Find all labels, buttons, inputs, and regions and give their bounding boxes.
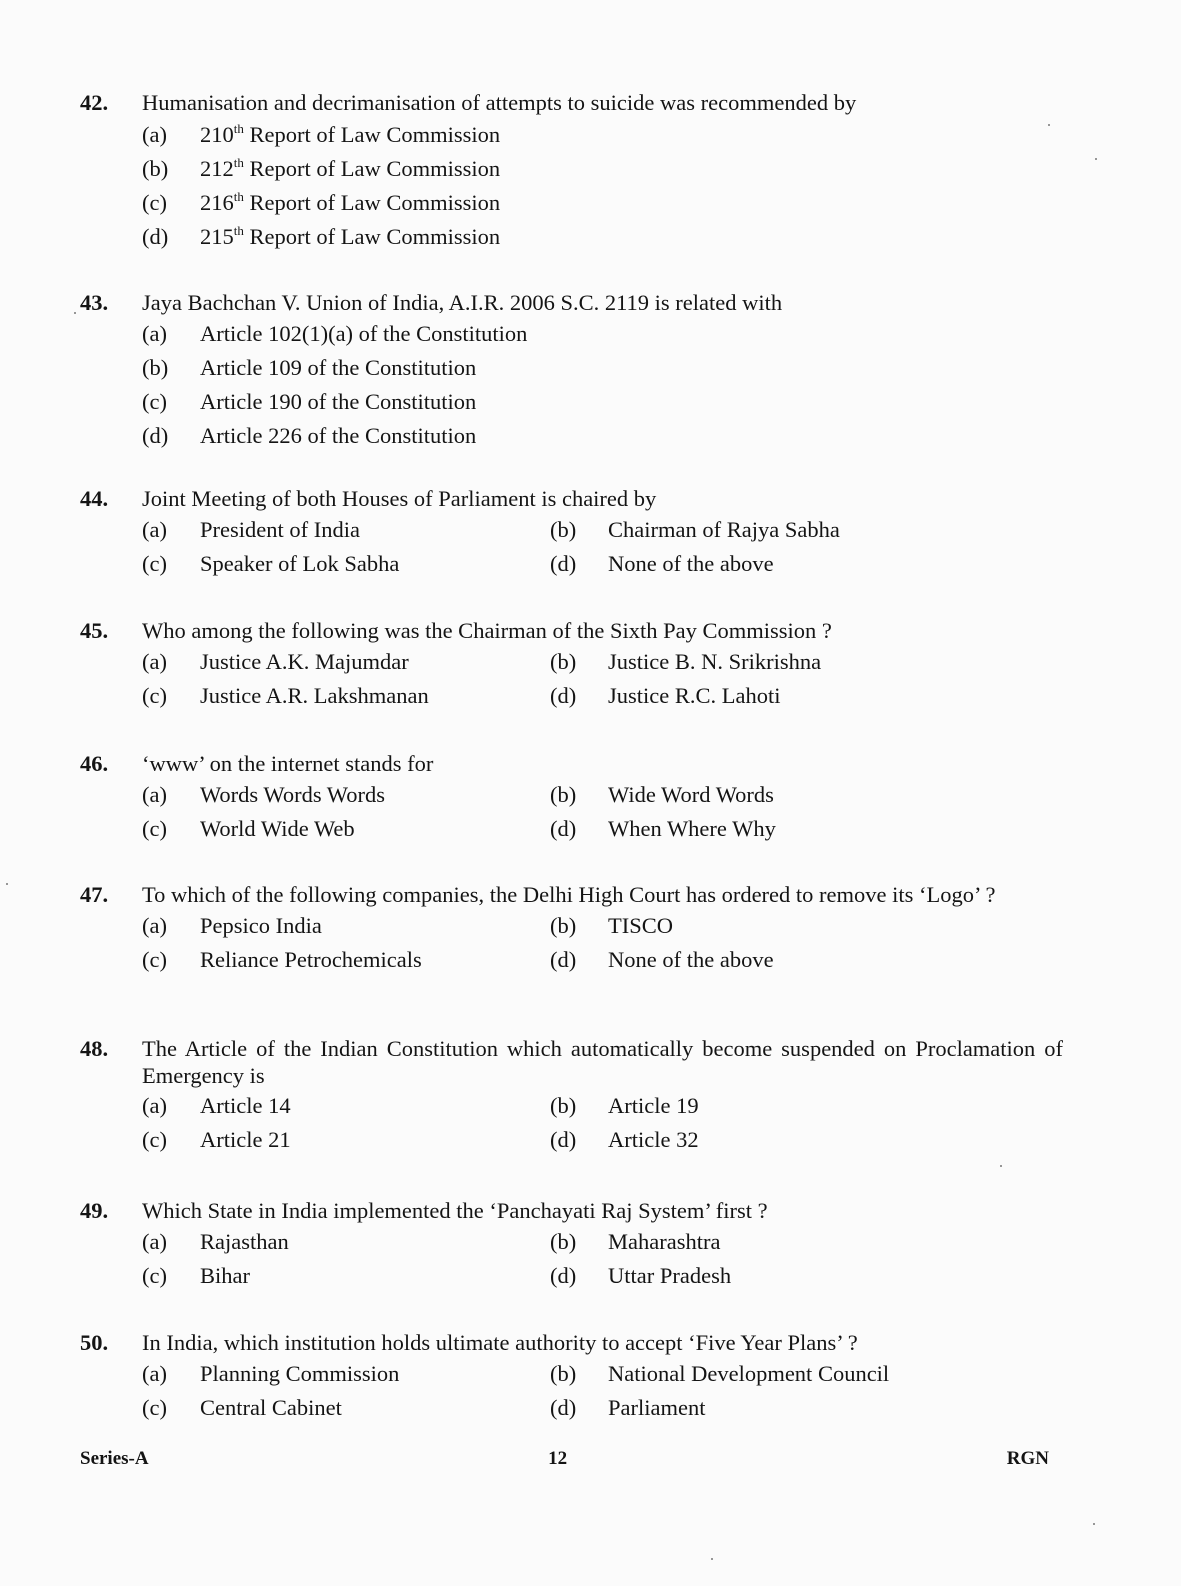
option-text: National Development Council — [608, 1361, 890, 1386]
option-text: Wide Word Words — [608, 782, 774, 807]
scan-speck — [1000, 1165, 1002, 1167]
option-d: (d) Article 32 — [550, 1123, 1063, 1157]
question-number: 46. — [80, 751, 109, 776]
question-text: Joint Meeting of both Houses of Parliament is chaired by — [142, 486, 657, 511]
option-d: (d) Article 226 of the Constitution — [142, 419, 1063, 453]
question-42 — [80, 88, 1063, 254]
option-text: Justice B. N. Srikrishna — [608, 649, 822, 674]
question-44 — [80, 484, 1063, 581]
question-number: 44. — [80, 486, 109, 511]
option-d: (d) None of the above — [550, 547, 1063, 581]
question-text: Humanisation and decrimanisation of attempts to suicide was recommended by — [142, 90, 857, 115]
question-number: 42. — [80, 90, 109, 115]
option-a: (a) Pepsico India — [142, 909, 550, 943]
option-text: Article 190 of the Constitution — [200, 389, 477, 414]
option-c: (c) Article 190 of the Constitution — [142, 385, 1063, 419]
option-c: (c) Speaker of Lok Sabha — [142, 547, 550, 581]
option-text: Bihar — [200, 1263, 250, 1288]
question-number: 50. — [80, 1330, 109, 1355]
option-text: Article 14 — [200, 1093, 291, 1118]
option-a: (a) Article 102(1)(a) of the Constitution — [142, 317, 1063, 351]
option-text: Article 109 of the Constitution — [200, 355, 477, 380]
option-text: None of the above — [608, 551, 774, 576]
question-50 — [80, 1328, 1063, 1425]
option-text: Article 102(1)(a) of the Constitution — [200, 321, 528, 346]
option-c: (c) Article 21 — [142, 1123, 550, 1157]
option-text: World Wide Web — [200, 816, 355, 841]
scan-speck — [6, 883, 8, 885]
option-text: When Where Why — [608, 816, 776, 841]
question-47 — [80, 880, 1063, 977]
option-text: 210th Report of Law Commission — [200, 121, 501, 147]
option-d: (d) Justice R.C. Lahoti — [550, 679, 1063, 713]
question-48 — [80, 1034, 1063, 1157]
option-c: (c) World Wide Web — [142, 812, 550, 846]
series-label: Series-A — [80, 1448, 149, 1469]
option-text: President of India — [200, 517, 360, 542]
option-text: Words Words Words — [200, 782, 385, 807]
option-text: None of the above — [608, 947, 774, 972]
question-number: 49. — [80, 1198, 109, 1223]
question-number: 47. — [80, 882, 109, 907]
option-c: (c) Bihar — [142, 1259, 550, 1293]
option-a: (a) Planning Commission — [142, 1357, 550, 1391]
option-b: (b) Chairman of Rajya Sabha — [550, 513, 1063, 547]
option-text: 216th Report of Law Commission — [200, 189, 501, 215]
scan-speck — [74, 312, 76, 314]
option-text: Justice A.R. Lakshmanan — [200, 683, 429, 708]
option-text: Parliament — [608, 1395, 706, 1420]
option-text: Maharashtra — [608, 1229, 721, 1254]
question-number: 48. — [80, 1036, 109, 1061]
question-number: 45. — [80, 618, 109, 643]
option-a: (a) 210th Report of Law Commission — [142, 118, 1063, 152]
question-text: To which of the following companies, the Delhi High Court has ordered to remove its ‘Logo’ ? — [142, 882, 996, 907]
option-a: (a) Words Words Words — [142, 778, 550, 812]
option-text: Chairman of Rajya Sabha — [608, 517, 840, 542]
option-text: Reliance Petrochemicals — [200, 947, 422, 972]
scan-speck — [1095, 158, 1097, 160]
option-a: (a) Article 14 — [142, 1089, 550, 1123]
option-text: Pepsico India — [200, 913, 322, 938]
question-43 — [80, 288, 1063, 453]
option-c: (c) Reliance Petrochemicals — [142, 943, 550, 977]
question-text: Jaya Bachchan V. Union of India, A.I.R. 2006 S.C. 2119 is related with — [142, 290, 783, 315]
option-text: Planning Commission — [200, 1361, 400, 1386]
question-text: Who among the following was the Chairman of the Sixth Pay Commission ? — [142, 618, 832, 643]
option-text: Article 32 — [608, 1127, 699, 1152]
option-b: (b) Justice B. N. Srikrishna — [550, 645, 1063, 679]
question-text: ‘www’ on the internet stands for — [142, 751, 434, 776]
option-text: Uttar Pradesh — [608, 1263, 732, 1288]
option-c: (c) 216th Report of Law Commission — [142, 186, 1063, 220]
option-a: (a) Rajasthan — [142, 1225, 550, 1259]
option-text: 215th Report of Law Commission — [200, 223, 501, 249]
option-b: (b) Maharashtra — [550, 1225, 1063, 1259]
scan-speck — [711, 1558, 713, 1560]
option-a: (a) Justice A.K. Majumdar — [142, 645, 550, 679]
option-b: (b) National Development Council — [550, 1357, 1063, 1391]
question-49 — [80, 1196, 1063, 1293]
paper-code: RGN — [1006, 1448, 1049, 1469]
option-d: (d) None of the above — [550, 943, 1063, 977]
question-46 — [80, 749, 1063, 846]
option-text: Article 19 — [608, 1093, 699, 1118]
option-d: (d) Uttar Pradesh — [550, 1259, 1063, 1293]
scan-speck — [1093, 1523, 1095, 1525]
question-text: Which State in India implemented the ‘Panchayati Raj System’ first ? — [142, 1198, 768, 1223]
option-d: (d) 215th Report of Law Commission — [142, 220, 1063, 254]
option-text: Article 226 of the Constitution — [200, 423, 477, 448]
option-c: (c) Central Cabinet — [142, 1391, 550, 1425]
option-text: Justice R.C. Lahoti — [608, 683, 781, 708]
option-text: 212th Report of Law Commission — [200, 155, 501, 181]
option-d: (d) When Where Why — [550, 812, 1063, 846]
option-text: TISCO — [608, 913, 674, 938]
option-b: (b) 212th Report of Law Commission — [142, 152, 1063, 186]
option-text: Article 21 — [200, 1127, 291, 1152]
option-text: Central Cabinet — [200, 1395, 342, 1420]
page-number: 12 — [548, 1448, 568, 1469]
option-b: (b) Article 109 of the Constitution — [142, 351, 1063, 385]
option-c: (c) Justice A.R. Lakshmanan — [142, 679, 550, 713]
page-footer — [80, 1448, 1049, 1470]
scan-speck — [1048, 124, 1050, 126]
question-text: In India, which institution holds ultimate authority to accept ‘Five Year Plans’ ? — [142, 1330, 858, 1355]
question-45 — [80, 616, 1063, 713]
question-text: The Article of the Indian Constitution which automatically become suspended on Proclamation of Emergency is — [142, 1036, 1063, 1088]
option-b: (b) TISCO — [550, 909, 1063, 943]
option-text: Justice A.K. Majumdar — [200, 649, 409, 674]
option-text: Speaker of Lok Sabha — [200, 551, 400, 576]
option-d: (d) Parliament — [550, 1391, 1063, 1425]
option-b: (b) Article 19 — [550, 1089, 1063, 1123]
option-b: (b) Wide Word Words — [550, 778, 1063, 812]
option-a: (a) President of India — [142, 513, 550, 547]
option-text: Rajasthan — [200, 1229, 289, 1254]
question-number: 43. — [80, 290, 109, 315]
